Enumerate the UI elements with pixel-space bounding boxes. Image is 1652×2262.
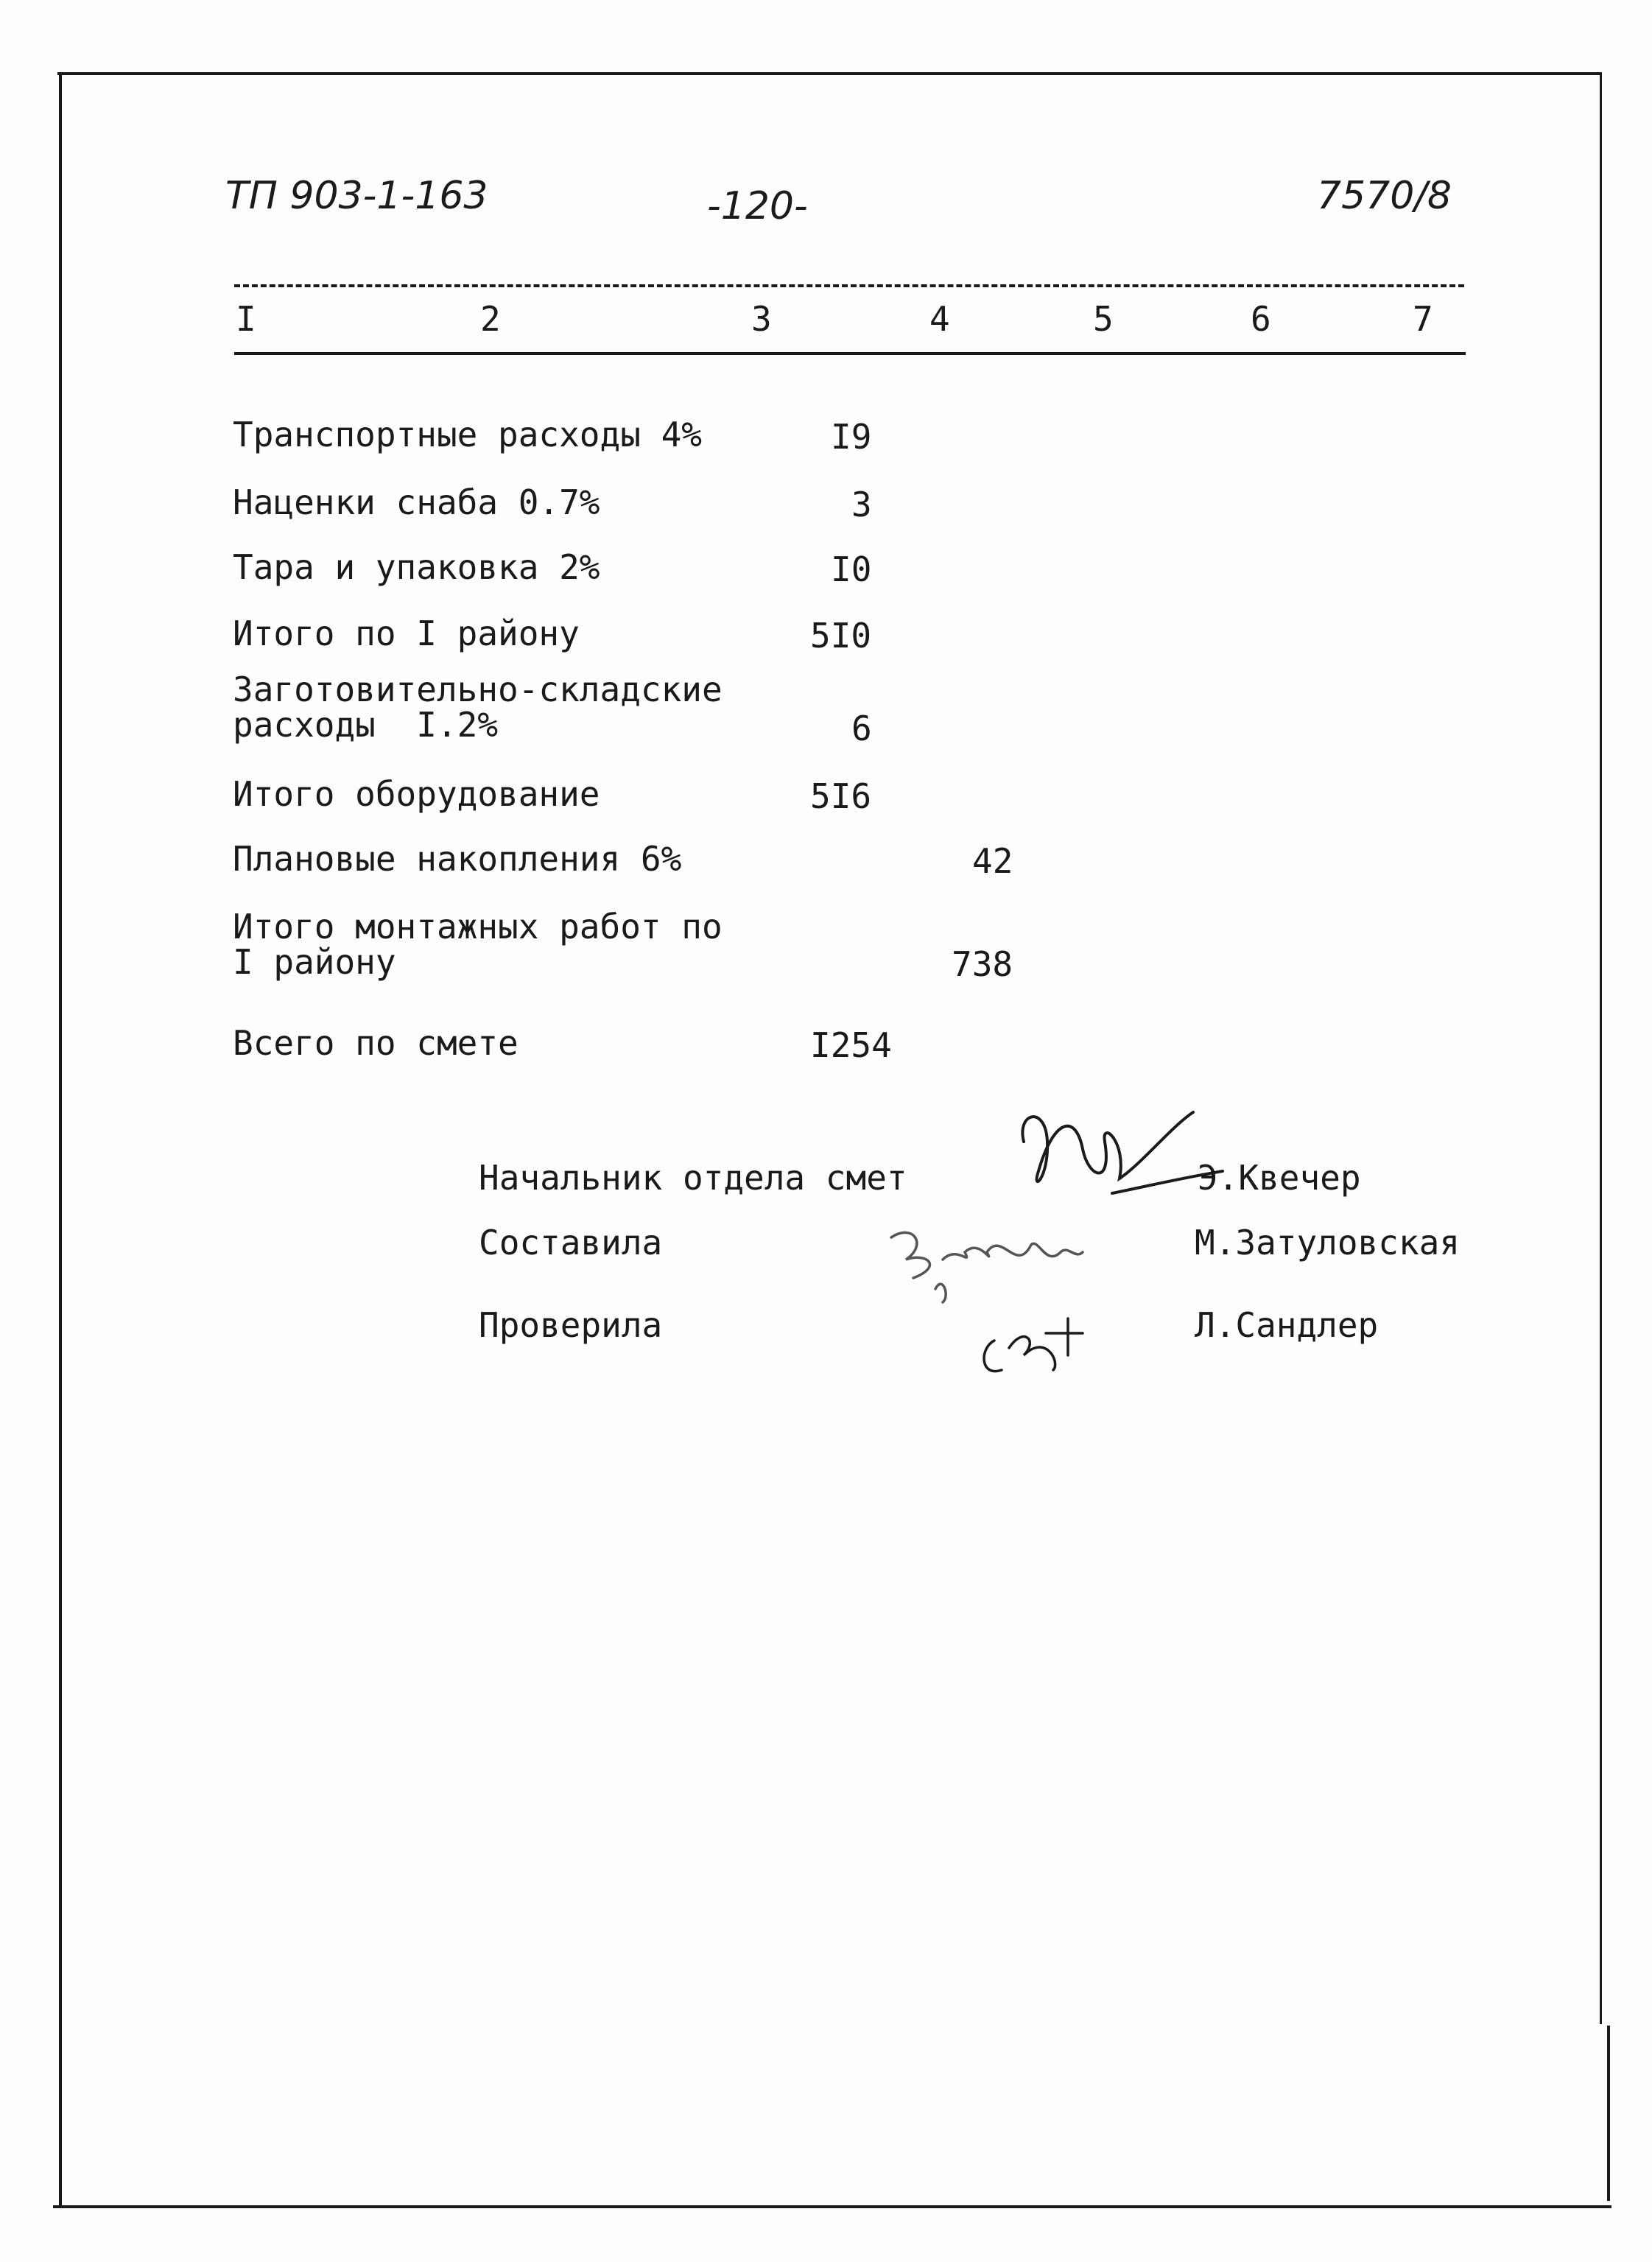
- row-value-grand-total: I254: [810, 1025, 892, 1065]
- frame-border-top: [57, 72, 1601, 75]
- signature-name-head: Э.Квечер: [1198, 1158, 1361, 1198]
- signature-role-checked: Проверила: [479, 1305, 663, 1345]
- page-number: -120-: [707, 184, 808, 228]
- column-header-5: 5: [1093, 299, 1114, 339]
- row-label-transport: Транспортные расходы 4%: [233, 415, 702, 454]
- row-value-procurement: 6: [851, 709, 872, 748]
- row-label-packaging: Тара и упаковка 2%: [233, 547, 600, 587]
- row-value-total-installation: 738: [952, 944, 1013, 984]
- row-value-planned-savings: 42: [972, 841, 1013, 881]
- table-header-dashed-rule: [234, 284, 1464, 287]
- signature-role-head: Начальник отдела смет: [479, 1158, 907, 1198]
- handwritten-signature-checked: [965, 1304, 1112, 1385]
- row-label-procurement: Заготовительно-складские расходы I.2%: [233, 670, 723, 745]
- column-header-2: 2: [480, 299, 501, 339]
- frame-border-right: [1600, 72, 1602, 2024]
- row-value-total-equipment: 5I6: [810, 776, 872, 816]
- column-header-6: 6: [1251, 299, 1271, 339]
- table-header-solid-rule: [234, 352, 1466, 355]
- column-header-7: 7: [1413, 299, 1433, 339]
- handwritten-signature-head: [1002, 1097, 1230, 1223]
- frame-border-bottom: [53, 2205, 1611, 2208]
- row-value-markup: 3: [851, 485, 872, 524]
- column-header-4: 4: [929, 299, 950, 339]
- signature-role-compiled: Составила: [479, 1223, 663, 1262]
- handwritten-signature-compiled: [869, 1208, 1120, 1304]
- row-label-total-district: Итого по I району: [233, 614, 580, 653]
- sheet-code: 7570/8: [1317, 174, 1452, 218]
- frame-border-left: [59, 72, 62, 2208]
- doc-code: ТП 903-1-163: [225, 174, 488, 218]
- signature-name-compiled: М.Затуловская: [1195, 1223, 1461, 1262]
- row-label-total-installation: Итого монтажных работ по I району: [233, 907, 723, 983]
- row-value-total-district: 5I0: [810, 616, 872, 656]
- column-header-3: 3: [751, 299, 772, 339]
- row-label-planned-savings: Плановые накопления 6%: [233, 839, 682, 879]
- row-value-packaging: I0: [831, 549, 872, 589]
- row-label-grand-total: Всего по смете: [233, 1023, 519, 1063]
- column-header-1: I: [236, 299, 256, 339]
- row-label-markup: Наценки снаба 0.7%: [233, 482, 600, 522]
- row-label-total-equipment: Итого оборудование: [233, 774, 600, 814]
- signature-name-checked: Л.Сандлер: [1195, 1305, 1379, 1345]
- row-value-transport: I9: [831, 417, 872, 457]
- frame-border-right-lower: [1607, 2026, 1610, 2201]
